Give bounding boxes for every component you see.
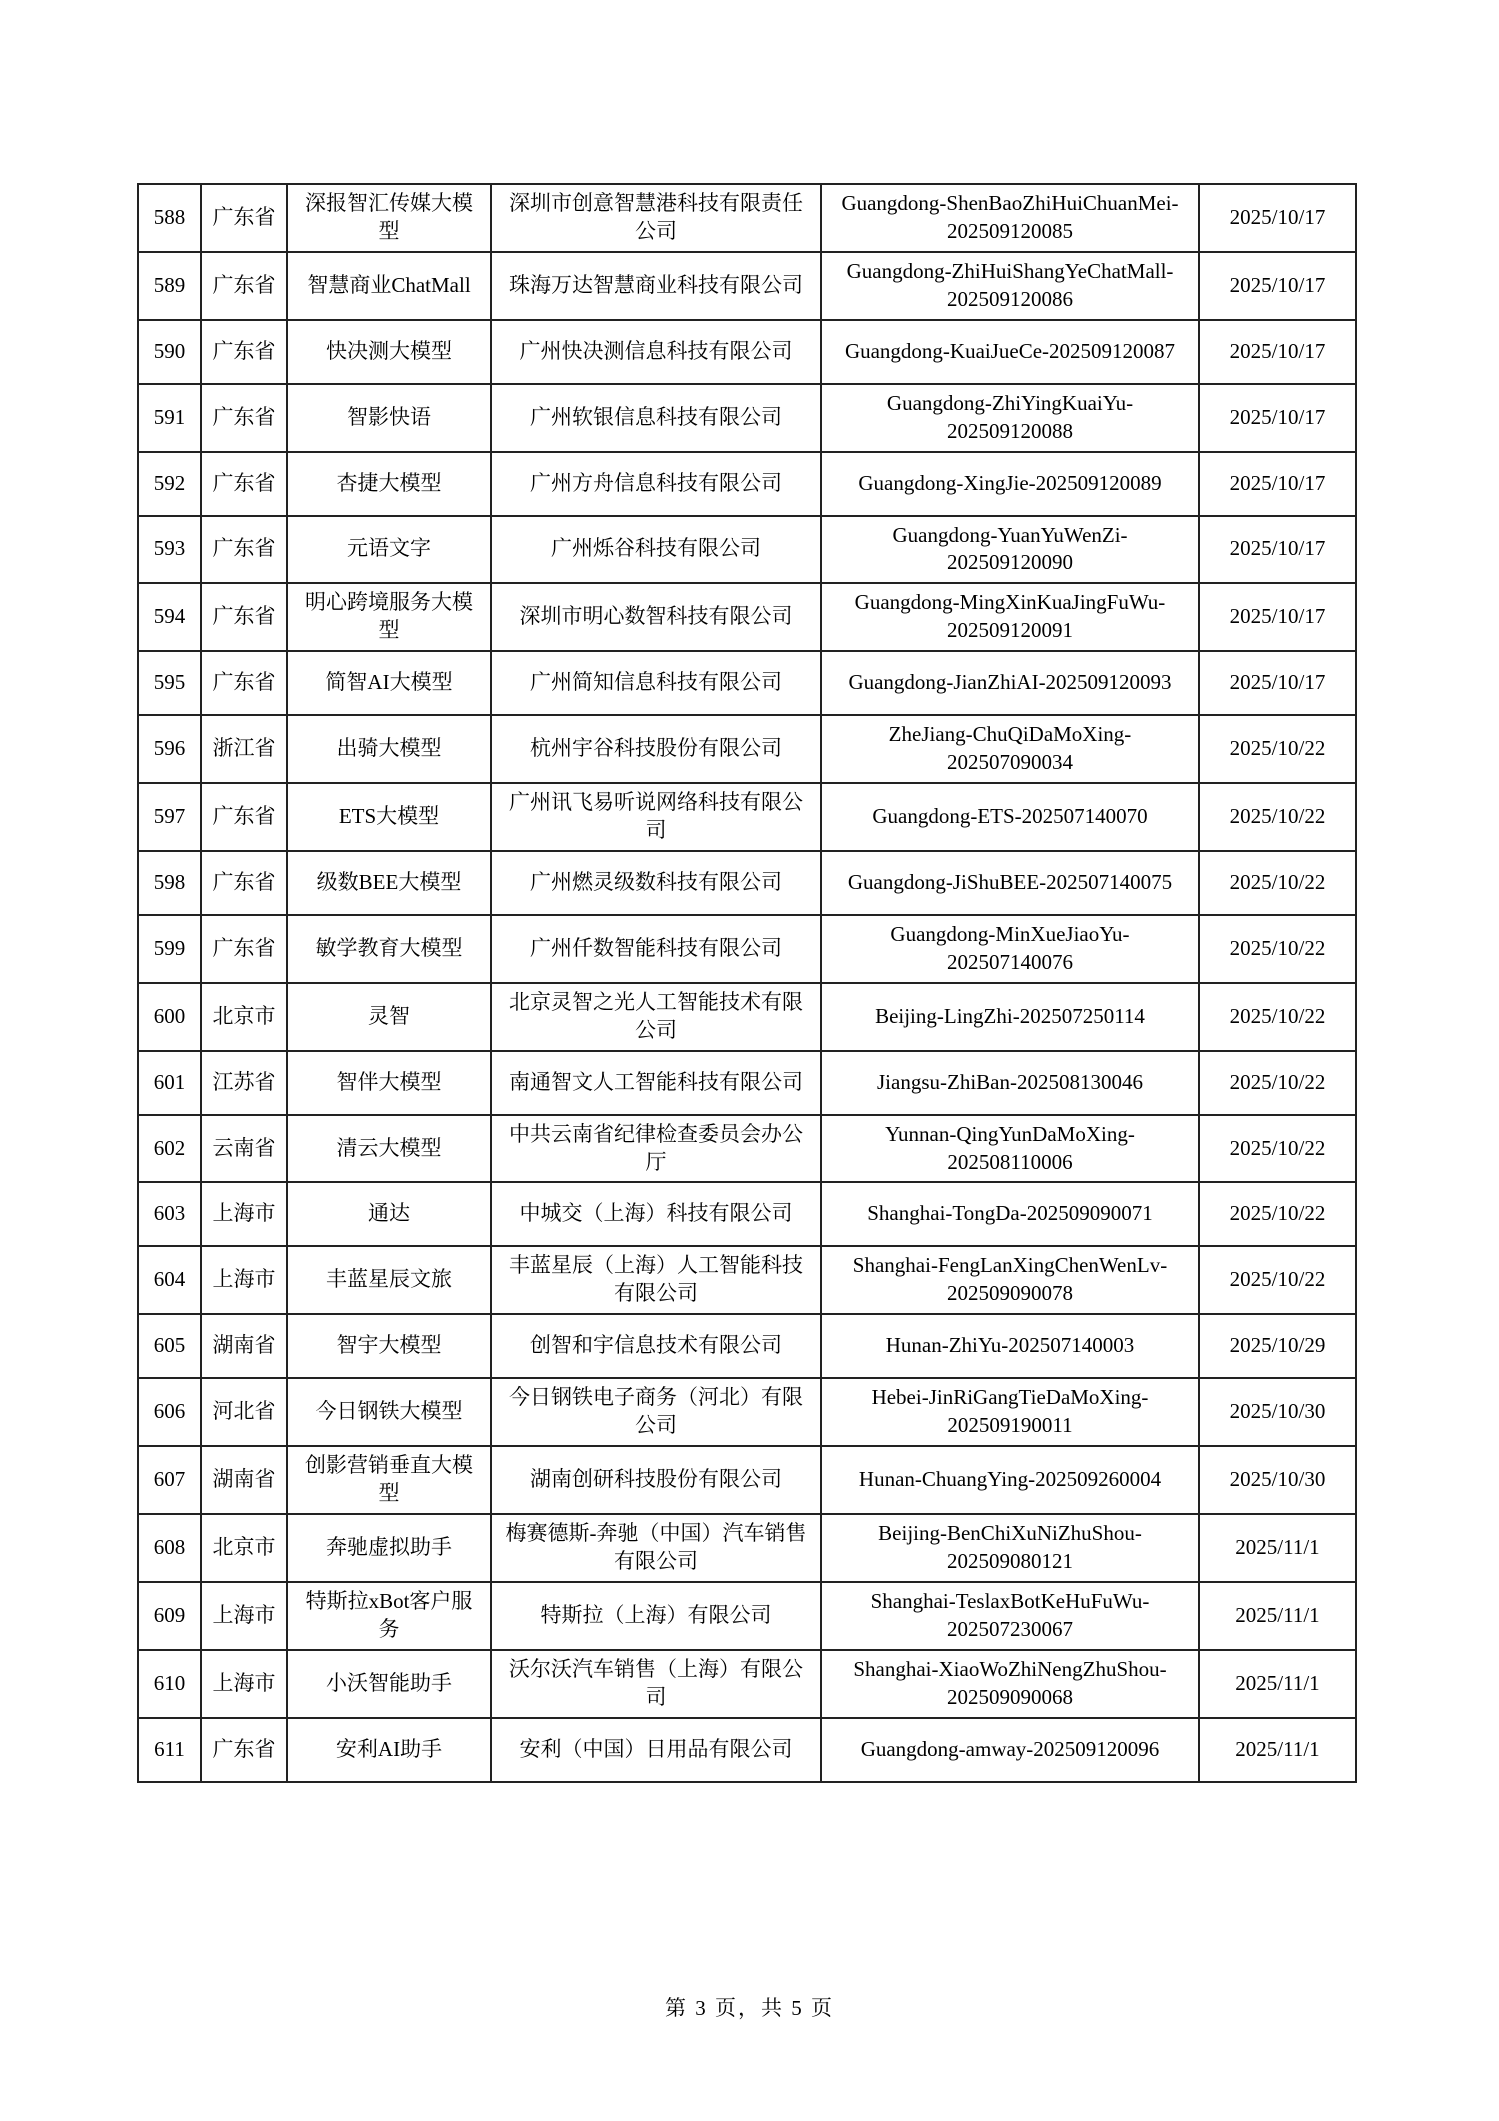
registration-date-cell: 2025/10/17 bbox=[1199, 184, 1356, 252]
province-cell: 云南省 bbox=[201, 1115, 287, 1183]
records-table bbox=[137, 183, 1357, 1783]
table-row bbox=[138, 983, 1356, 1051]
table-row bbox=[138, 783, 1356, 851]
model-name-cell: 小沃智能助手 bbox=[287, 1650, 491, 1718]
model-name-cell: 智伴大模型 bbox=[287, 1051, 491, 1115]
registration-date-cell: 2025/10/17 bbox=[1199, 384, 1356, 452]
company-cell: 杭州宇谷科技股份有限公司 bbox=[491, 715, 821, 783]
row-number-cell: 589 bbox=[138, 252, 201, 320]
table-row bbox=[138, 1314, 1356, 1378]
registration-date-cell: 2025/10/22 bbox=[1199, 1115, 1356, 1183]
registration-number-cell: Shanghai-FengLanXingChenWenLv-202509090078 bbox=[821, 1246, 1199, 1314]
registration-date-cell: 2025/10/30 bbox=[1199, 1378, 1356, 1446]
model-name-cell: 深报智汇传媒大模型 bbox=[287, 184, 491, 252]
company-cell: 广州简知信息科技有限公司 bbox=[491, 651, 821, 715]
model-name-cell: 级数BEE大模型 bbox=[287, 851, 491, 915]
row-number-cell: 598 bbox=[138, 851, 201, 915]
row-number-cell: 608 bbox=[138, 1514, 201, 1582]
registration-date-cell: 2025/10/17 bbox=[1199, 651, 1356, 715]
registration-date-cell: 2025/10/22 bbox=[1199, 851, 1356, 915]
registration-date-cell: 2025/10/17 bbox=[1199, 252, 1356, 320]
province-cell: 湖南省 bbox=[201, 1446, 287, 1514]
registration-number-cell: Yunnan-QingYunDaMoXing-202508110006 bbox=[821, 1115, 1199, 1183]
registration-number-cell: Guangdong-ZhiHuiShangYeChatMall-202509120086 bbox=[821, 252, 1199, 320]
row-number-cell: 597 bbox=[138, 783, 201, 851]
registration-number-cell: Hunan-ZhiYu-202507140003 bbox=[821, 1314, 1199, 1378]
company-cell: 沃尔沃汽车销售（上海）有限公司 bbox=[491, 1650, 821, 1718]
registration-number-cell: Guangdong-XingJie-202509120089 bbox=[821, 452, 1199, 516]
table-row bbox=[138, 851, 1356, 915]
company-cell: 珠海万达智慧商业科技有限公司 bbox=[491, 252, 821, 320]
company-cell: 湖南创研科技股份有限公司 bbox=[491, 1446, 821, 1514]
table-row bbox=[138, 1582, 1356, 1650]
company-cell: 深圳市创意智慧港科技有限责任公司 bbox=[491, 184, 821, 252]
company-cell: 广州方舟信息科技有限公司 bbox=[491, 452, 821, 516]
records-table-body bbox=[138, 184, 1356, 1782]
table-row bbox=[138, 184, 1356, 252]
registration-number-cell: Guangdong-JiShuBEE-202507140075 bbox=[821, 851, 1199, 915]
model-name-cell: 特斯拉xBot客户服务 bbox=[287, 1582, 491, 1650]
row-number-cell: 605 bbox=[138, 1314, 201, 1378]
table-row bbox=[138, 1514, 1356, 1582]
registration-number-cell: Guangdong-YuanYuWenZi-202509120090 bbox=[821, 516, 1199, 584]
table-row bbox=[138, 715, 1356, 783]
registration-date-cell: 2025/10/22 bbox=[1199, 915, 1356, 983]
province-cell: 广东省 bbox=[201, 783, 287, 851]
table-row bbox=[138, 252, 1356, 320]
company-cell: 广州讯飞易听说网络科技有限公司 bbox=[491, 783, 821, 851]
province-cell: 河北省 bbox=[201, 1378, 287, 1446]
table-row bbox=[138, 1115, 1356, 1183]
model-name-cell: 敏学教育大模型 bbox=[287, 915, 491, 983]
company-cell: 广州仟数智能科技有限公司 bbox=[491, 915, 821, 983]
registration-number-cell: Guangdong-ETS-202507140070 bbox=[821, 783, 1199, 851]
row-number-cell: 603 bbox=[138, 1182, 201, 1246]
table-row bbox=[138, 1650, 1356, 1718]
row-number-cell: 588 bbox=[138, 184, 201, 252]
model-name-cell: 快决测大模型 bbox=[287, 320, 491, 384]
row-number-cell: 600 bbox=[138, 983, 201, 1051]
registration-number-cell: Shanghai-TongDa-202509090071 bbox=[821, 1182, 1199, 1246]
company-cell: 梅赛德斯-奔驰（中国）汽车销售有限公司 bbox=[491, 1514, 821, 1582]
row-number-cell: 599 bbox=[138, 915, 201, 983]
model-name-cell: 奔驰虚拟助手 bbox=[287, 1514, 491, 1582]
row-number-cell: 610 bbox=[138, 1650, 201, 1718]
province-cell: 广东省 bbox=[201, 184, 287, 252]
registration-number-cell: Guangdong-MingXinKuaJingFuWu-202509120091 bbox=[821, 583, 1199, 651]
province-cell: 广东省 bbox=[201, 384, 287, 452]
row-number-cell: 591 bbox=[138, 384, 201, 452]
registration-number-cell: Guangdong-JianZhiAI-202509120093 bbox=[821, 651, 1199, 715]
table-row bbox=[138, 1246, 1356, 1314]
registration-date-cell: 2025/10/22 bbox=[1199, 1182, 1356, 1246]
company-cell: 广州软银信息科技有限公司 bbox=[491, 384, 821, 452]
table-row bbox=[138, 1718, 1356, 1782]
model-name-cell: 通达 bbox=[287, 1182, 491, 1246]
province-cell: 广东省 bbox=[201, 252, 287, 320]
registration-date-cell: 2025/11/1 bbox=[1199, 1718, 1356, 1782]
model-name-cell: 出骑大模型 bbox=[287, 715, 491, 783]
registration-number-cell: Beijing-BenChiXuNiZhuShou-202509080121 bbox=[821, 1514, 1199, 1582]
table-row bbox=[138, 320, 1356, 384]
company-cell: 中城交（上海）科技有限公司 bbox=[491, 1182, 821, 1246]
province-cell: 广东省 bbox=[201, 583, 287, 651]
table-row bbox=[138, 583, 1356, 651]
row-number-cell: 611 bbox=[138, 1718, 201, 1782]
registration-number-cell: Shanghai-TeslaxBotKeHuFuWu-202507230067 bbox=[821, 1582, 1199, 1650]
registration-date-cell: 2025/10/22 bbox=[1199, 783, 1356, 851]
registration-date-cell: 2025/10/22 bbox=[1199, 1051, 1356, 1115]
company-cell: 丰蓝星辰（上海）人工智能科技有限公司 bbox=[491, 1246, 821, 1314]
registration-number-cell: Shanghai-XiaoWoZhiNengZhuShou-202509090068 bbox=[821, 1650, 1199, 1718]
table-row bbox=[138, 651, 1356, 715]
table-row bbox=[138, 1378, 1356, 1446]
province-cell: 北京市 bbox=[201, 1514, 287, 1582]
model-name-cell: 简智AI大模型 bbox=[287, 651, 491, 715]
company-cell: 今日钢铁电子商务（河北）有限公司 bbox=[491, 1378, 821, 1446]
model-name-cell: ETS大模型 bbox=[287, 783, 491, 851]
company-cell: 南通智文人工智能科技有限公司 bbox=[491, 1051, 821, 1115]
company-cell: 特斯拉（上海）有限公司 bbox=[491, 1582, 821, 1650]
model-name-cell: 创影营销垂直大模型 bbox=[287, 1446, 491, 1514]
province-cell: 江苏省 bbox=[201, 1051, 287, 1115]
registration-number-cell: Guangdong-MinXueJiaoYu-202507140076 bbox=[821, 915, 1199, 983]
table-row bbox=[138, 1182, 1356, 1246]
model-name-cell: 杏捷大模型 bbox=[287, 452, 491, 516]
province-cell: 广东省 bbox=[201, 851, 287, 915]
model-name-cell: 智慧商业ChatMall bbox=[287, 252, 491, 320]
province-cell: 上海市 bbox=[201, 1582, 287, 1650]
model-name-cell: 清云大模型 bbox=[287, 1115, 491, 1183]
registration-number-cell: Guangdong-amway-202509120096 bbox=[821, 1718, 1199, 1782]
table-row bbox=[138, 1446, 1356, 1514]
row-number-cell: 607 bbox=[138, 1446, 201, 1514]
company-cell: 广州快决测信息科技有限公司 bbox=[491, 320, 821, 384]
registration-date-cell: 2025/10/17 bbox=[1199, 583, 1356, 651]
row-number-cell: 594 bbox=[138, 583, 201, 651]
row-number-cell: 596 bbox=[138, 715, 201, 783]
table-row bbox=[138, 384, 1356, 452]
company-cell: 中共云南省纪律检查委员会办公厅 bbox=[491, 1115, 821, 1183]
company-cell: 创智和宇信息技术有限公司 bbox=[491, 1314, 821, 1378]
province-cell: 广东省 bbox=[201, 651, 287, 715]
province-cell: 广东省 bbox=[201, 452, 287, 516]
page-indicator: 第 3 页，共 5 页 bbox=[665, 1996, 834, 2020]
company-cell: 安利（中国）日用品有限公司 bbox=[491, 1718, 821, 1782]
model-name-cell: 丰蓝星辰文旅 bbox=[287, 1246, 491, 1314]
registration-date-cell: 2025/10/17 bbox=[1199, 516, 1356, 584]
registration-date-cell: 2025/11/1 bbox=[1199, 1582, 1356, 1650]
company-cell: 广州燃灵级数科技有限公司 bbox=[491, 851, 821, 915]
row-number-cell: 592 bbox=[138, 452, 201, 516]
model-name-cell: 今日钢铁大模型 bbox=[287, 1378, 491, 1446]
province-cell: 浙江省 bbox=[201, 715, 287, 783]
model-name-cell: 元语文字 bbox=[287, 516, 491, 584]
model-name-cell: 灵智 bbox=[287, 983, 491, 1051]
table-row bbox=[138, 1051, 1356, 1115]
province-cell: 上海市 bbox=[201, 1182, 287, 1246]
model-name-cell: 智宇大模型 bbox=[287, 1314, 491, 1378]
row-number-cell: 604 bbox=[138, 1246, 201, 1314]
table-row bbox=[138, 516, 1356, 584]
company-cell: 北京灵智之光人工智能技术有限公司 bbox=[491, 983, 821, 1051]
row-number-cell: 595 bbox=[138, 651, 201, 715]
registration-number-cell: ZheJiang-ChuQiDaMoXing-202507090034 bbox=[821, 715, 1199, 783]
registration-number-cell: Jiangsu-ZhiBan-202508130046 bbox=[821, 1051, 1199, 1115]
registration-number-cell: Guangdong-ZhiYingKuaiYu-202509120088 bbox=[821, 384, 1199, 452]
registration-date-cell: 2025/10/17 bbox=[1199, 452, 1356, 516]
model-name-cell: 明心跨境服务大模型 bbox=[287, 583, 491, 651]
company-cell: 广州烁谷科技有限公司 bbox=[491, 516, 821, 584]
registration-date-cell: 2025/10/30 bbox=[1199, 1446, 1356, 1514]
registration-date-cell: 2025/10/17 bbox=[1199, 320, 1356, 384]
model-name-cell: 安利AI助手 bbox=[287, 1718, 491, 1782]
registration-number-cell: Guangdong-ShenBaoZhiHuiChuanMei-202509120085 bbox=[821, 184, 1199, 252]
province-cell: 广东省 bbox=[201, 915, 287, 983]
registration-number-cell: Guangdong-KuaiJueCe-202509120087 bbox=[821, 320, 1199, 384]
registration-date-cell: 2025/11/1 bbox=[1199, 1650, 1356, 1718]
table-row bbox=[138, 915, 1356, 983]
registration-number-cell: Beijing-LingZhi-202507250114 bbox=[821, 983, 1199, 1051]
province-cell: 广东省 bbox=[201, 1718, 287, 1782]
registration-date-cell: 2025/10/29 bbox=[1199, 1314, 1356, 1378]
row-number-cell: 609 bbox=[138, 1582, 201, 1650]
registration-date-cell: 2025/10/22 bbox=[1199, 1246, 1356, 1314]
registration-date-cell: 2025/11/1 bbox=[1199, 1514, 1356, 1582]
model-name-cell: 智影快语 bbox=[287, 384, 491, 452]
row-number-cell: 606 bbox=[138, 1378, 201, 1446]
row-number-cell: 593 bbox=[138, 516, 201, 584]
registration-number-cell: Hunan-ChuangYing-202509260004 bbox=[821, 1446, 1199, 1514]
province-cell: 上海市 bbox=[201, 1246, 287, 1314]
registration-date-cell: 2025/10/22 bbox=[1199, 715, 1356, 783]
row-number-cell: 601 bbox=[138, 1051, 201, 1115]
registration-date-cell: 2025/10/22 bbox=[1199, 983, 1356, 1051]
row-number-cell: 590 bbox=[138, 320, 201, 384]
province-cell: 上海市 bbox=[201, 1650, 287, 1718]
company-cell: 深圳市明心数智科技有限公司 bbox=[491, 583, 821, 651]
registration-number-cell: Hebei-JinRiGangTieDaMoXing-202509190011 bbox=[821, 1378, 1199, 1446]
table-row bbox=[138, 452, 1356, 516]
province-cell: 广东省 bbox=[201, 516, 287, 584]
province-cell: 广东省 bbox=[201, 320, 287, 384]
province-cell: 湖南省 bbox=[201, 1314, 287, 1378]
province-cell: 北京市 bbox=[201, 983, 287, 1051]
row-number-cell: 602 bbox=[138, 1115, 201, 1183]
